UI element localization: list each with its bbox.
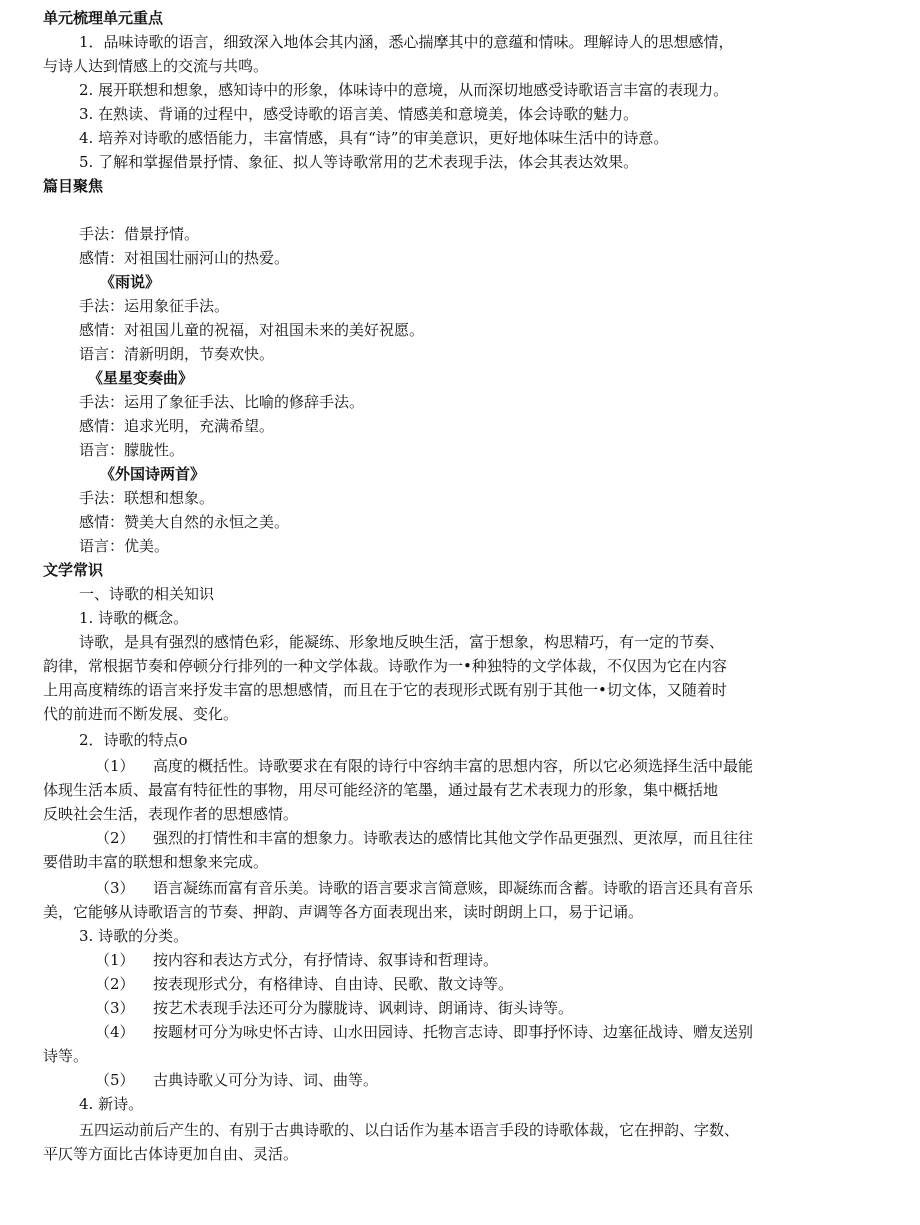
unit-point-1-line-1: 1．品味诗歌的语言，细致深入地体会其内涵，悉心揣摩其中的意蕴和情味。理解诗人的思想感情， [79, 33, 734, 51]
concept-title: 1. 诗歌的概念。 [79, 609, 189, 627]
literature-heading: 文学常识 [43, 561, 104, 579]
feature-3-line-1 [95, 877, 753, 899]
feature-2-line-2: 要借助丰富的联想和想象来完成。 [43, 853, 269, 871]
class-2-text: 按表现形式分，有格律诗、自由诗、民歌、散文诗等。 [153, 975, 514, 993]
feature-1-line-3: 反映社会生活，表现作者的思想感情。 [43, 805, 299, 823]
feature-1-line-1 [95, 755, 753, 777]
class-2-number: （2） [95, 975, 135, 993]
class-4-line-2: 诗等。 [43, 1047, 89, 1065]
poem-title-foreign: 《外国诗两首》 [100, 465, 206, 483]
poem-title-yushuo: 《雨说》 [100, 273, 161, 291]
class-3-number: （3） [95, 999, 135, 1017]
feature-1-number: （1） [95, 757, 135, 775]
feature-1-text: 高度的概括性。诗歌要求在有限的诗行中容纳丰富的思想内容，所以它必须选择生活中最能 [153, 757, 754, 775]
class-1 [95, 949, 498, 971]
intro-technique: 手法：借景抒情。 [79, 225, 200, 243]
poem-xingxing-emotion: 感情：追求光明，充满希望。 [79, 417, 275, 435]
poem-xingxing-language: 语言：朦胧性。 [79, 441, 185, 459]
feature-3-number: （3） [95, 879, 135, 897]
new-poetry-line-2: 平仄等方面比古体诗更加自由、灵活。 [43, 1145, 299, 1163]
focus-heading: 篇目聚焦 [43, 177, 104, 195]
class-5 [95, 1069, 378, 1091]
unit-point-1-line-2: 与诗人达到情感上的交流与共鸣。 [43, 57, 269, 75]
class-3 [95, 997, 573, 1019]
feature-2-text: 强烈的打情性和丰富的想象力。诗歌表达的感情比其他文学作品更强烈、更浓厚，而且往往 [153, 829, 754, 847]
poem-title-xingxing: 《星星变奏曲》 [88, 369, 194, 387]
feature-3-text: 语言凝练而富有音乐美。诗歌的语言要求言简意赅，即凝练而含蓄。诗歌的语言还具有音乐 [153, 879, 754, 897]
concept-line-4: 代的前进而不断发展、变化。 [43, 705, 239, 723]
class-4-number: （4） [95, 1023, 135, 1041]
class-4-line-1 [95, 1021, 753, 1043]
classification-title: 3. 诗歌的分类。 [79, 927, 189, 945]
class-5-text: 古典诗歌乂可分为诗、词、曲等。 [153, 1071, 379, 1089]
features-title: 2．诗歌的特点o [79, 731, 188, 749]
section-poetry-knowledge: 一、诗歌的相关知识 [79, 585, 215, 603]
class-2 [95, 973, 513, 995]
concept-line-1: 诗歌，是具有强烈的感情色彩，能凝练、形象地反映生活，富于想象，构思精巧，有一定的节奏、 [79, 633, 725, 651]
poem-yushuo-technique: 手法：运用象征手法。 [79, 297, 230, 315]
unit-summary-heading: 单元梳理单元重点 [43, 9, 164, 27]
new-poetry-title: 4. 新诗。 [79, 1095, 144, 1113]
concept-line-3: 上用高度精练的语言来抒发丰富的思想感情，而且在于它的表现形式既有别于其他一•切文体，又随着时 [43, 681, 727, 699]
poem-yushuo-language: 语言：清新明朗，节奏欢快。 [79, 345, 275, 363]
class-1-text: 按内容和表达方式分，有抒情诗、叙事诗和哲理诗。 [153, 951, 499, 969]
class-1-number: （1） [95, 951, 135, 969]
poem-foreign-technique: 手法：联想和想象。 [79, 489, 215, 507]
intro-emotion: 感情：对祖国壮丽河山的热爱。 [79, 249, 290, 267]
poem-yushuo-emotion: 感情：对祖国儿童的祝福，对祖国未来的美好祝愿。 [79, 321, 425, 339]
feature-3-line-2: 美，它能够从诗歌语言的节奏、押韵、声调等各方面表现出来，读时朗朗上口，易于记诵。 [43, 903, 644, 921]
concept-line-2: 韵律，常根据节奏和停顿分行排列的一种文学体裁。诗歌作为一•种独特的文学体裁，不仅因为它在内容 [43, 657, 727, 675]
class-5-number: （5） [95, 1071, 135, 1089]
poem-foreign-emotion: 感情：赞美大自然的永恒之美。 [79, 513, 290, 531]
poem-xingxing-technique: 手法：运用了象征手法、比喻的修辞手法。 [79, 393, 365, 411]
unit-point-2: 2. 展开联想和想象，感知诗中的形象，体味诗中的意境，从而深切地感受诗歌语言丰富的表现力。 [79, 81, 729, 99]
feature-2-number: （2） [95, 829, 135, 847]
feature-1-line-2: 体现生活本质、最富有特征性的事物，用尽可能经济的笔墨，通过最有艺术表现力的形象，集中概括地 [43, 781, 719, 799]
class-3-text: 按艺术表现手法还可分为朦胧诗、讽刺诗、朗诵诗、街头诗等。 [153, 999, 574, 1017]
unit-point-3: 3. 在熟读、背诵的过程中，感受诗歌的语言美、情感美和意境美，体会诗歌的魅力。 [79, 105, 639, 123]
new-poetry-line-1: 五四运动前后产生的、有别于古典诗歌的、以白话作为基本语言手段的诗歌体裁，它在押韵、字数、 [79, 1121, 740, 1139]
class-4-text: 按题材可分为咏史怀古诗、山水田园诗、托物言志诗、即事抒怀诗、边塞征战诗、赠友送别 [153, 1023, 754, 1041]
unit-point-4: 4. 培养对诗歌的感悟能力，丰富情感，具有“诗”的审美意识，更好地体味生活中的诗意。 [79, 129, 669, 147]
feature-2-line-1 [95, 827, 753, 849]
unit-point-5: 5. 了解和掌握借景抒情、象征、拟人等诗歌常用的艺术表现手法，体会其表达效果。 [79, 153, 639, 171]
poem-foreign-language: 语言：优美。 [79, 537, 170, 555]
